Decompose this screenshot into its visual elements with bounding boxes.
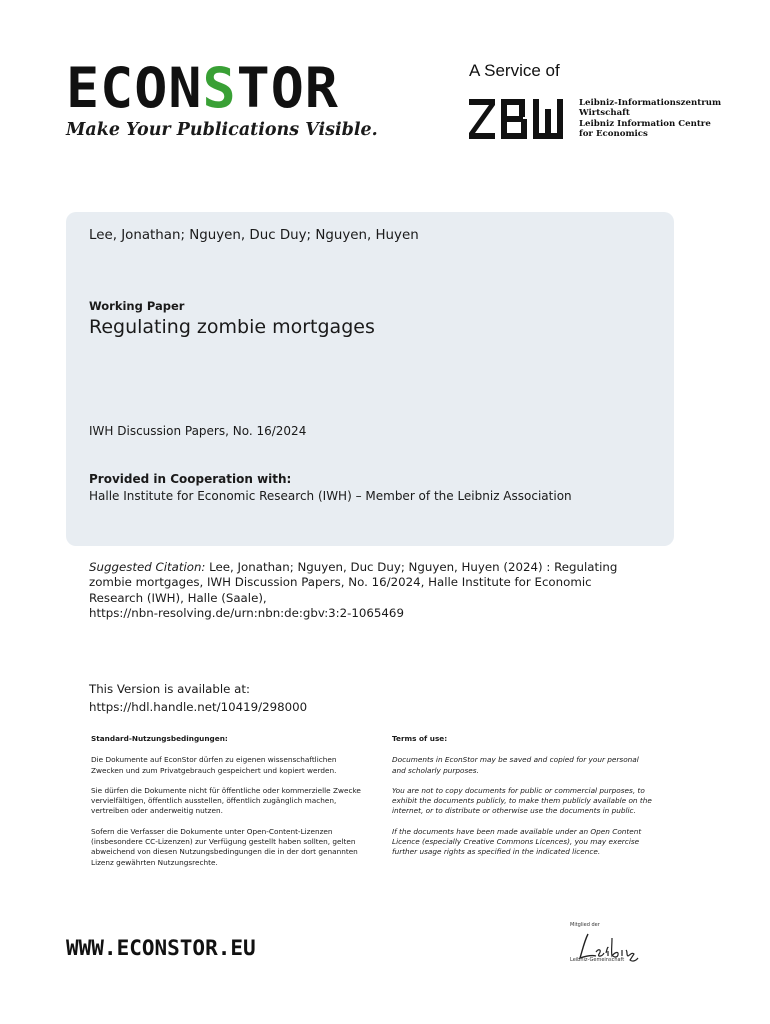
zbw-institution-name: Leibniz-Informationszentrum Wirtschaft Leibniz Information Centre for Economics [579, 98, 722, 140]
suggested-citation [89, 560, 649, 622]
cooperation-heading: Provided in Cooperation with: [89, 472, 292, 486]
document-type: Working Paper [89, 299, 185, 313]
terms-german-heading: Standard-Nutzungsbedingungen: [91, 734, 228, 743]
econstor-logo [66, 56, 339, 120]
citation-urn-link[interactable]: https://nbn-resolving.de/urn:nbn:de:gbv:3:2-1065469 [89, 606, 404, 621]
terms-english-heading: Terms of use: [392, 734, 448, 743]
version-link[interactable]: https://hdl.handle.net/10419/298000 [89, 699, 308, 714]
terms-german-p2: Sie dürfen die Dokumente nicht für öffentliche oder kommerzielle Zwecke vervielfältigen, öffentlich ausstellen, öffentlich zugänglich machen, vertreiben oder anderweitig nutzen. [91, 785, 361, 816]
terms-german-p3: Sofern die Verfasser die Dokumente unter Open-Content-Lizenzen (insbesondere CC-Lizenzen) zur Verfügung gestellt haben sollten, gelten abweichend von diesen Nutzungsbedingungen die in der dort genannten Lizenz gewährten Nutzungsrechte. [91, 826, 358, 867]
version-info [89, 681, 307, 716]
terms-english-p3: If the documents have been made available under an Open Content Licence (especially Creative Commons Licences), you may exercise further usage rights as specified in the indicated licence. [392, 826, 642, 857]
citation-label: Suggested Citation: [89, 560, 206, 574]
series: IWH Discussion Papers, No. 16/2024 [89, 424, 307, 438]
logo-text-tor: TOR [236, 56, 339, 120]
tagline: Make Your Publications Visible. [66, 120, 378, 140]
terms-german-p1: Die Dokumente auf EconStor dürfen zu eigenen wissenschaftlichen Zwecken und zum Privatgebrauch gespeichert und kopiert werden. [91, 755, 337, 775]
zbw-logo-icon [469, 99, 565, 139]
cooperation-institution: Halle Institute for Economic Research (IWH) – Member of the Leibniz Association [89, 489, 572, 503]
leibniz-signature-icon [566, 922, 646, 972]
footer-url-link[interactable]: WWW.ECONSTOR.EU [66, 936, 256, 960]
terms-english-p2: You are not to copy documents for public or commercial purposes, to exhibit the documents publicly, to make them publicly available on the internet, or to distribute or otherwise use the documents in public. [392, 785, 652, 816]
version-label: This Version is available at: [89, 682, 250, 696]
leibniz-community-label: Leibniz-Gemeinschaft [570, 957, 625, 963]
service-label: A Service of [469, 61, 560, 80]
citation-text: Lee, Jonathan; Nguyen, Duc Duy; Nguyen, Huyen (2024) : Regulating zombie mortgages, IWH Discussion Papers, No. 16/2024, Halle Institute for Economic Research (IWH), Halle (Saale), [89, 560, 618, 605]
logo-text-econ: ECON [66, 56, 203, 120]
leibniz-logo [566, 922, 646, 972]
terms-english [392, 734, 652, 868]
terms-english-p1: Documents in EconStor may be saved and copied for your personal and scholarly purposes. [392, 755, 639, 775]
leibniz-member-label: Mitglied der [570, 922, 600, 928]
terms-german [91, 734, 366, 878]
document-title: Regulating zombie mortgages [89, 316, 375, 338]
logo-text-s: S [202, 56, 237, 120]
authors: Lee, Jonathan; Nguyen, Duc Duy; Nguyen, Huyen [89, 228, 419, 243]
